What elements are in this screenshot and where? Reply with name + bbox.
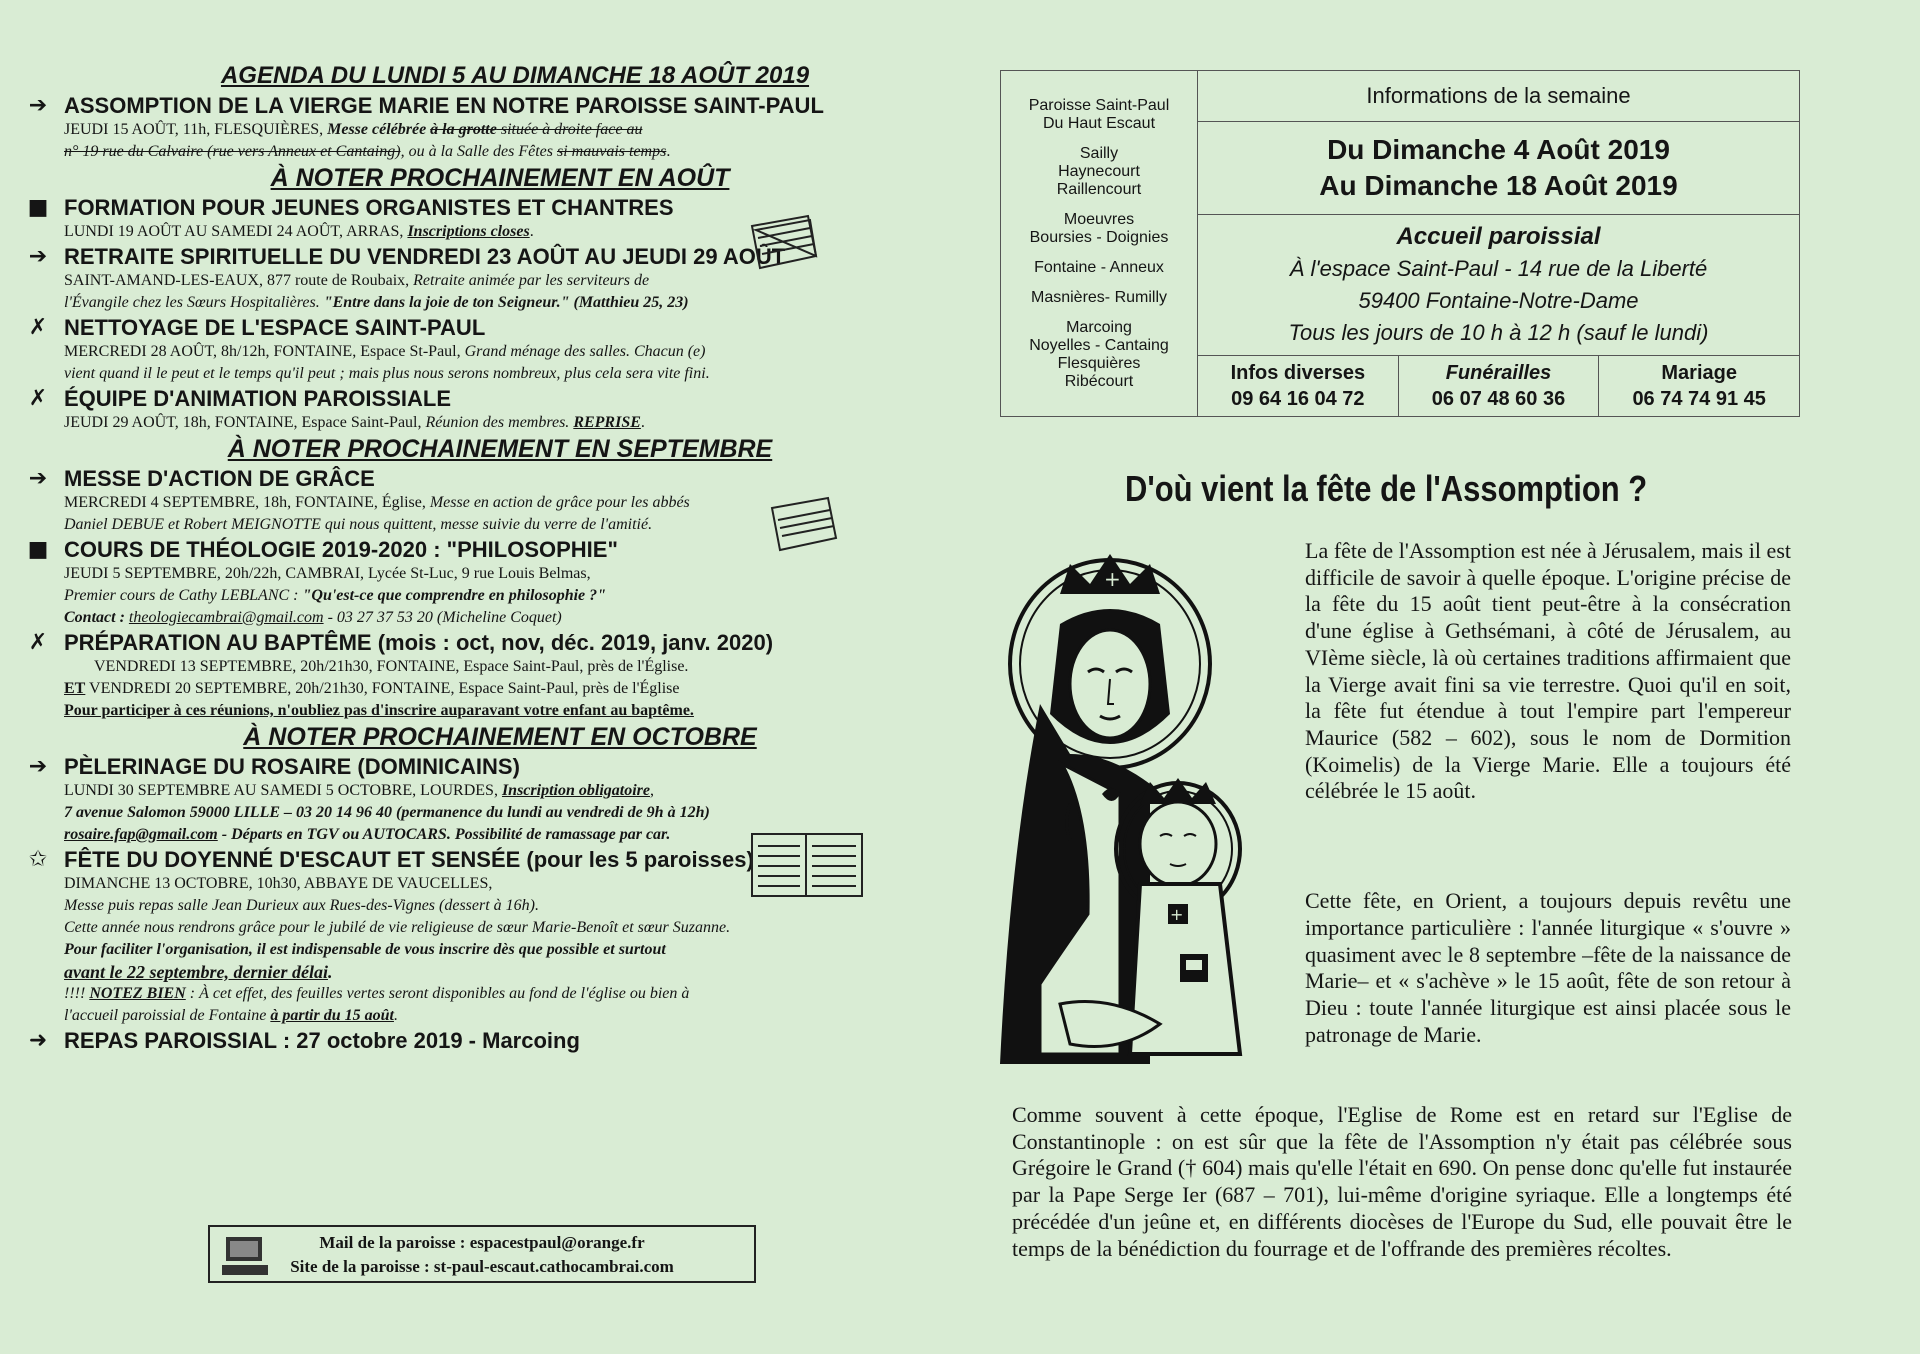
date-range: Du Dimanche 4 Août 2019 Au Dimanche 18 Août 2019 [1198, 122, 1800, 215]
item-title: PÈLERINAGE DU ROSAIRE (DOMINICAINS) [64, 754, 520, 779]
star-bullet-icon: ✩ [28, 847, 48, 872]
parish-group: Paroisse Saint-Paul Du Haut Escaut [1028, 96, 1170, 132]
arrow-bullet-icon: ➔ [28, 754, 48, 779]
computer-icon [220, 1235, 270, 1277]
item-line: Daniel DEBUE et Robert MEIGNOTTE qui nous quittent, messe suivie du verre de l'amitié. [64, 516, 653, 533]
item-line: LUNDI 30 SEPTEMBRE AU SAMEDI 5 OCTOBRE, LOURDES, Inscription obligatoire, [64, 782, 654, 799]
item-line: l'accueil paroissial de Fontaine à partir du 15 août. [64, 1007, 398, 1024]
agenda-column [20, 62, 950, 1054]
cross-bullet-icon: ✗ [28, 630, 48, 655]
article-paragraph-3: Comme souvent à cette époque, l'Eglise de Rome est en retard sur l'Eglise de Constantinople : on est sûr que la fête de l'Assomption n'y était pas célébrée sous Grégoire le Grand († 604) mais qu'elle l'était en 690. On pense donc qu'elle fut instaurée par la Pape Serge Ier (687 – 701), lui-même d'origine syriaque. Elle a longtemps été précédée d'un jeûne et, en différents diocèses de l'Europe du Sud, elle pouvait être le temps de la bénédiction du fourrage et de l'offrande des premières récoltes. [1012, 1102, 1792, 1261]
item-title: ÉQUIPE D'ANIMATION PAROISSIALE [64, 386, 451, 411]
item-line: !!!! NOTEZ BIEN : À cet effet, des feuilles vertes seront disponibles au fond de l'église ou bien à [64, 985, 690, 1002]
item-title: COURS DE THÉOLOGIE 2019-2020 : "PHILOSOPHIE" [64, 537, 618, 562]
svg-text:+: + [1170, 905, 1184, 924]
item-line: l'Évangile chez les Sœurs Hospitalières. "Entre dans la joie de ton Seigneur." (Matthieu 25, 23) [64, 294, 689, 311]
parishes-list [1001, 71, 1198, 417]
accueil-block: Accueil paroissial À l'espace Saint-Paul - 14 rue de la Liberté 59400 Fontaine-Notre-Dame Tous les jours de 10 h à 12 h (sauf le lundi) [1198, 215, 1800, 356]
phone-mariage: Mariage 06 74 74 91 45 [1632, 362, 1766, 410]
section-heading-septembre: À NOTER PROCHAINEMENT EN SEPTEMBRE [227, 435, 773, 463]
parish-group: Marcoing Noyelles - Cantaing Flesquières Ribécourt [1029, 318, 1169, 390]
item-title: RETRAITE SPIRITUELLE DU VENDREDI 23 AOÛT AU JEUDI 29 AOÛT [64, 244, 786, 269]
agenda-title: AGENDA DU LUNDI 5 AU DIMANCHE 18 AOÛT 2019 [220, 62, 810, 89]
item-line: LUNDI 19 AOÛT AU SAMEDI 24 AOÛT, ARRAS, Inscriptions closes. [64, 223, 534, 240]
agenda-item-equipe [20, 385, 950, 434]
parish-group: Moeuvres Boursies - Doignies [1029, 210, 1169, 246]
footer-site[interactable]: Site de la paroisse : st-paul-escaut.cathocambrai.com [290, 1257, 674, 1276]
section-heading-aout: À NOTER PROCHAINEMENT EN AOÛT [270, 164, 730, 192]
agenda-item-bapteme [20, 629, 950, 722]
item-title: REPAS PAROISSIAL : 27 octobre 2019 - Marcoing [64, 1028, 580, 1053]
item-line: vient quand il le peut et le temps qu'il peut ; mais plus nous serons nombreux, plus cela sera vite fini. [64, 365, 710, 382]
item-line: Messe puis repas salle Jean Durieux aux Rues-des-Vignes (dessert à 16h). [64, 897, 539, 914]
item-line: Pour faciliter l'organisation, il est indispensable de vous inscrire dès que possible et surtout [64, 941, 666, 958]
right-column [1000, 70, 1800, 1261]
item-line: VENDREDI 13 SEPTEMBRE, 20h/21h30, FONTAINE, Espace Saint-Paul, près de l'Église. [94, 658, 689, 675]
accueil-title: Accueil paroissial [1396, 223, 1601, 250]
item-title: NETTOYAGE DE L'ESPACE SAINT-PAUL [64, 315, 486, 340]
square-bullet-icon: ■ [27, 537, 49, 562]
article-title: D'où vient la fête de l'Assomption ? [1125, 468, 1648, 509]
madonna-illustration [1000, 554, 1260, 1074]
item-title: FÊTE DU DOYENNÉ D'ESCAUT ET SENSÉE (pour les 5 paroisses) [64, 847, 754, 872]
item-line: JEUDI 5 SEPTEMBRE, 20h/22h, CAMBRAI, Lycée St-Luc, 9 rue Louis Belmas, [64, 565, 591, 582]
svg-text:+: + [1104, 567, 1121, 591]
arrow-bullet-icon: ➜ [28, 1028, 48, 1053]
item-title: FORMATION POUR JEUNES ORGANISTES ET CHANTRES [64, 195, 674, 220]
contact-email-link[interactable]: theologiecambrai@gmail.com [128, 609, 324, 626]
cross-bullet-icon: ✗ [28, 386, 48, 411]
arrow-bullet-icon: ➔ [28, 93, 48, 118]
article-paragraph-1: La fête de l'Assomption est née à Jérusalem, mais il est difficile de savoir à quelle époque. L'origine précise de la fête du 15 août tient peut-être à la consécration d'une église à Gethsémani, à côté de Jérusalem, au VIème siècle, là où certaines traditions affirmaient que la Vierge avait fini sa vie terrestre. Quoi qu'il en soit, la fête fut étendue à tout l'empire part l'empereur Maurice (582 – 602), sous le nom de Dormition (Koimelis) de la Vierge Marie. Elle a toujours été célébrée le 15 août. [1305, 538, 1791, 804]
phones-row [1198, 356, 1800, 417]
item-line: JEUDI 15 AOÛT, 11h, FLESQUIÈRES, Messe célébrée à la grotte située à droite face au [64, 121, 643, 138]
agenda-item-nettoyage [20, 314, 950, 385]
item-line: Pour participer à ces réunions, n'oubliez pas d'inscrire auparavant votre enfant au baptême. [64, 702, 694, 719]
square-bullet-icon: ■ [27, 195, 49, 220]
item-line: MERCREDI 28 AOÛT, 8h/12h, FONTAINE, Espace St-Paul, Grand ménage des salles. Chacun (e) [64, 343, 706, 360]
agenda-item-repas [20, 1027, 950, 1054]
item-line: ET VENDREDI 20 SEPTEMBRE, 20h/21h30, FONTAINE, Espace Saint-Paul, près de l'Église [64, 680, 680, 697]
rosaire-email-link[interactable]: rosaire.fap@gmail.com [64, 826, 218, 843]
parish-group: Masnières- Rumilly [1030, 288, 1168, 306]
cross-bullet-icon: ✗ [28, 315, 48, 340]
item-line: Premier cours de Cathy LEBLANC : "Qu'est-ce que comprendre en philosophie ?" [64, 587, 607, 604]
phone-funerailles: Funérailles 06 07 48 60 36 [1399, 356, 1600, 416]
notebook-icon [750, 832, 866, 900]
phone-infos: Infos diverses 09 64 16 04 72 [1198, 356, 1399, 416]
calendar-icon [748, 212, 820, 272]
info-box [1000, 70, 1800, 417]
item-title: ASSOMPTION DE LA VIERGE MARIE EN NOTRE PAROISSE SAINT-PAUL [64, 93, 824, 118]
footer-mail[interactable]: Mail de la paroisse : espacestpaul@orange.fr [319, 1233, 645, 1252]
article-paragraph-2: Cette fête, en Orient, a toujours depuis revêtu une importance particulière : l'année liturgique « s'ouvre » quasiment avec le 8 septembre –fête de la naissance de Marie– et « s'achève » le 15 août, fête de son retour à Dieu : toute l'année liturgique est ainsi placée sous le patronage de Marie. [1305, 888, 1791, 1047]
item-line: avant le 22 septembre, dernier délai. [64, 962, 333, 982]
item-line: Contact : theologiecambrai@gmail.com - 03 27 37 53 20 (Micheline Coquet) [64, 609, 562, 626]
item-line: rosaire.fap@gmail.com - Départs en TGV ou AUTOCARS. Possibilité de ramassage par car. [64, 826, 671, 843]
parish-group: Sailly Haynecourt Raillencourt [1056, 144, 1142, 198]
week-info-title: Informations de la semaine [1198, 71, 1800, 122]
parish-group: Fontaine - Anneux [1034, 258, 1164, 276]
arrow-bullet-icon: ➔ [28, 466, 48, 491]
item-line: SAINT-AMAND-LES-EAUX, 877 route de Roubaix, Retraite animée par les serviteurs de [64, 272, 650, 289]
item-title: MESSE D'ACTION DE GRÂCE [64, 466, 375, 491]
item-line: MERCREDI 4 SEPTEMBRE, 18h, FONTAINE, Église, Messe en action de grâce pour les abbés [64, 494, 690, 511]
item-line: 7 avenue Salomon 59000 LILLE – 03 20 14 96 40 (permanence du lundi au vendredi de 9h à 12h) [64, 804, 710, 821]
calendar-icon [768, 494, 840, 554]
footer-contact-box [208, 1225, 756, 1283]
item-line: n° 19 rue du Calvaire (rue vers Anneux et Cantaing), ou à la Salle des Fêtes si mauvais temps. [64, 143, 671, 160]
item-line: DIMANCHE 13 OCTOBRE, 10h30, ABBAYE DE VAUCELLES, [64, 875, 493, 892]
item-line: Cette année nous rendrons grâce pour le jubilé de vie religieuse de sœur Marie-Benoît et sœur Suzanne. [64, 919, 731, 936]
section-heading-octobre: À NOTER PROCHAINEMENT EN OCTOBRE [243, 723, 757, 751]
item-title: PRÉPARATION AU BAPTÊME (mois : oct, nov, déc. 2019, janv. 2020) [64, 630, 774, 655]
agenda-item-assomption [20, 92, 950, 163]
item-line: JEUDI 29 AOÛT, 18h, FONTAINE, Espace Saint-Paul, Réunion des membres. REPRISE. [64, 414, 645, 431]
arrow-bullet-icon: ➔ [28, 244, 48, 269]
